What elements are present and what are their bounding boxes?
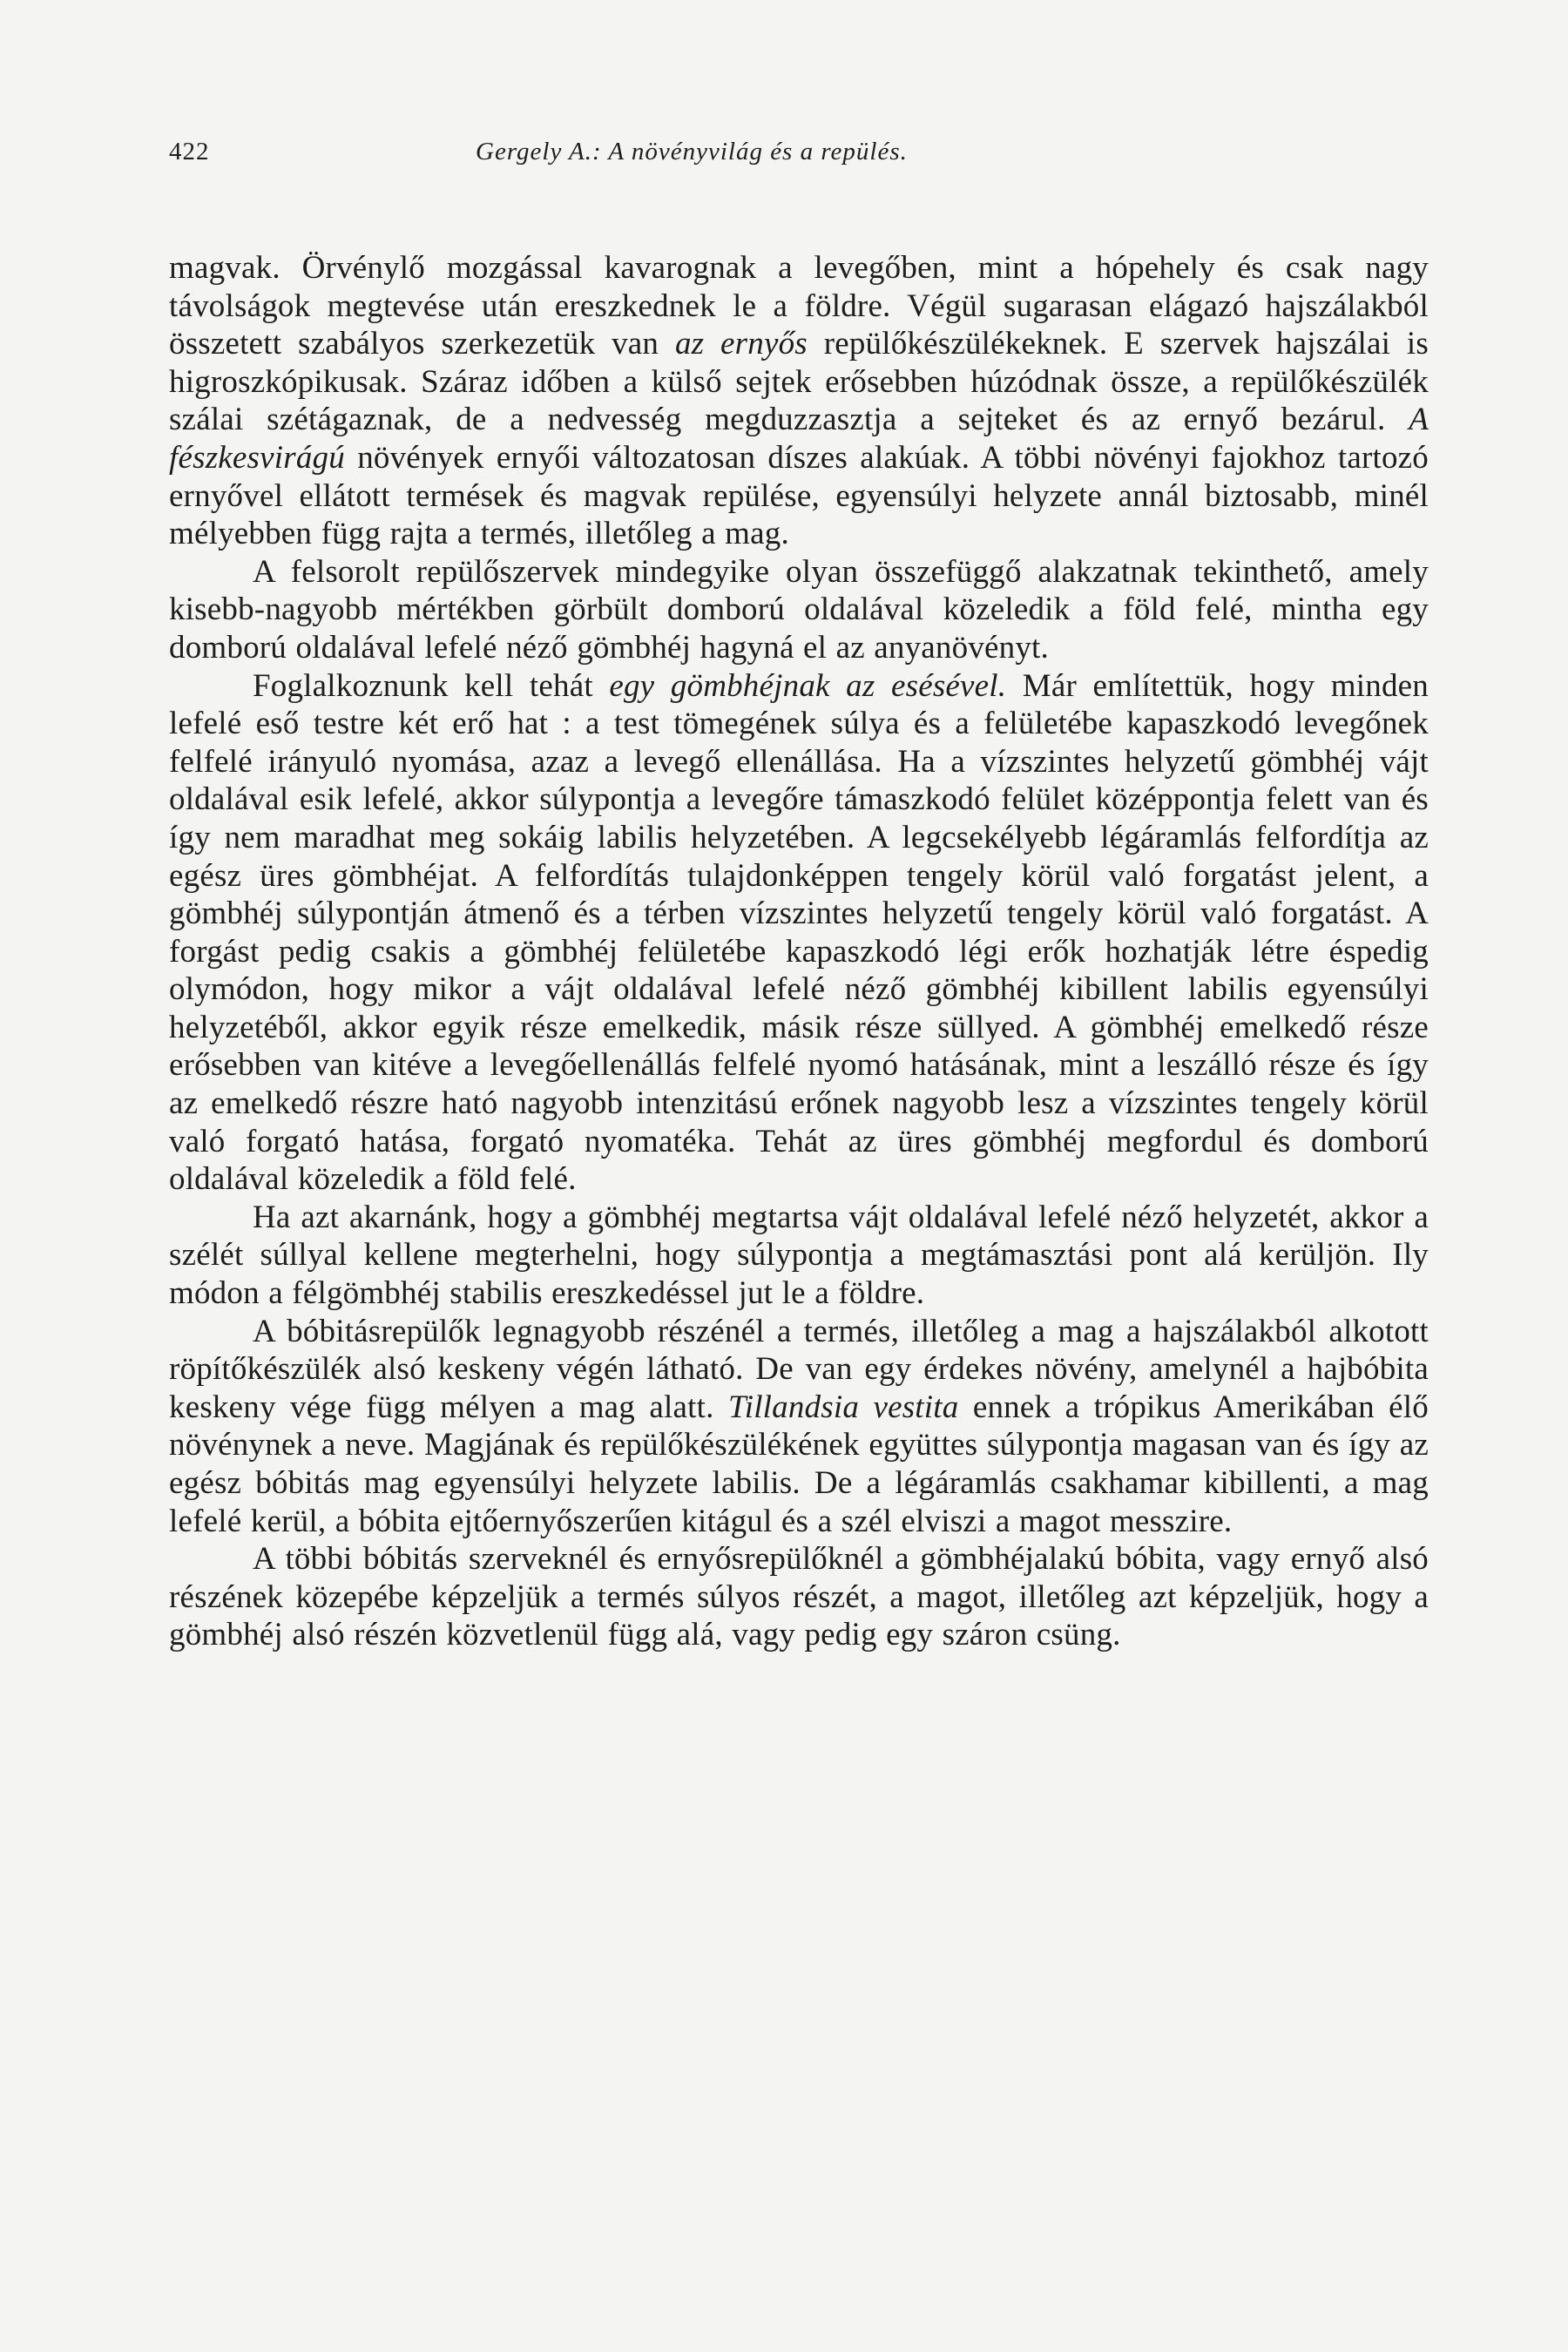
text-run: A többi bóbitás szerveknél és ernyősrepülőknél a gömbhéjalakú bóbita, vagy ernyő alsó részének közepébe képzeljük a termés súlyos részét, a magot, illetőleg azt képzeljük, hogy a gömbhéj alsó részén közvetlenül függ alá, vagy pedig egy száron csüng. [169, 1541, 1429, 1653]
text-run: repülőkészülékeknek. E szervek hajszálai is higroszkópikusak. Száraz időben a külső sejtek erősebben húzódnak össze, a repülőkészülék szálai szétágaznak, de a nedvesség megduzzasztja a sejteket és az ernyő bezárul. [169, 326, 1429, 438]
italic-phrase: az ernyős [674, 326, 808, 362]
paragraph [169, 1199, 1429, 1313]
italic-phrase: egy gömbhéjnak az esésével. [609, 667, 1007, 704]
paragraph [169, 249, 1429, 553]
text-run: ennek a trópikus Amerikában élő növénynek a neve. Magjának és repülőkészülékének együttes súlypontja magasan van és így az egész bóbitás mag egyensúlyi helyzete labilis. De a légáramlás csakhamar kibillenti, a mag lefelé kerül, a bóbita ejtőernyőszerűen kitágul és a szél elviszi a magot messzire. [169, 1389, 1429, 1539]
running-head [169, 138, 1432, 176]
text-run: Már említettük, hogy minden lefelé eső testre két erő hat : a test tömegének súlya és a felületébe kapaszkodó levegőnek felfelé irányuló nyomása, azaz a levegő ellenállása. Ha a vízszintes helyzetű gömbhéj vájt oldalával esik lefelé, akkor súlypontja a levegőre támaszkodó felület középpontja felett van és így nem maradhat meg sokáig labilis helyzetében. A legcsekélyebb légáramlás felfordítja az egész üres gömbhéjat. A felfordítás tulajdonképpen tengely körül való forgatást jelent, a gömbhéj súlypontján átmenő és a térben vízszintes helyzetű tengely körül való forgatást. A forgást pedig csakis a gömbhéj felületébe kapaszkodó légi erők hozhatják létre éspedig olymódon, hogy mikor a vájt oldalával lefelé néző gömbhéj kibillent labilis egyensúlyi helyzetéből, akkor egyik része emelkedik, másik része süllyed. A gömbhéj emelkedő része erősebben van kitéve a levegőellenállás felfelé nyomó hatásának, mint a leszálló része és így az emelkedő részre ható nagyobb intenzitású erőnek nagyobb lesz a vízszintes tengely körül való forgató hatása, forgató nyomatéka. Tehát az üres gömbhéj megfordul és domború oldalával közeledik a föld felé. [169, 667, 1429, 1198]
text-run: A bóbitásrepülők legnagyobb részénél a termés, illetőleg a mag a hajszálakból alkotott röpítőkészülék alsó keskeny végén látható. De van egy érdekes növény, amelynél a hajbóbita keskeny vége függ mélyen a mag alatt. [169, 1313, 1429, 1425]
text-run: A felsorolt repülőszervek mindegyike olyan összefüggő alakzatnak tekinthető, amely kisebb-nagyobb mértékben görbült domború oldalával közeledik a föld felé, mintha egy domború oldalával lefelé néző gömbhéj hagyná el az anyanövényt. [169, 553, 1429, 666]
text-run: Foglalkoznunk kell tehát [253, 667, 610, 704]
text-run: növények ernyői változatosan díszes alakúak. A többi növényi fajokhoz tartozó ernyővel ellátott termések és magvak repülése, egyensúlyi helyzete annál biztosabb, minél mélyebben függ rajta a termés, illetőleg a mag. [169, 439, 1429, 552]
paragraph [169, 1540, 1429, 1654]
running-title: Gergely A.: A növényvilág és a repülés. [476, 138, 908, 166]
paragraph [169, 553, 1429, 667]
body-text [169, 249, 1429, 1654]
text-run: Ha azt akarnánk, hogy a gömbhéj megtartsa vájt oldalával lefelé néző helyzetét, akkor a szélét súllyal kellene megterhelni, hogy súlypontja a megtámasztási pont alá kerüljön. Ily módon a félgömbhéj stabilis ereszkedéssel jut le a földre. [169, 1199, 1429, 1312]
italic-phrase: Tillandsia vestita [727, 1389, 959, 1425]
text-run: magvak. Örvénylő mozgással kavarognak a levegőben, mint a hópehely és csak nagy távolságok megtevése után ereszkednek le a földre. Végül sugarasan elágazó hajszálakból összetett szabályos szerkezetük van [169, 250, 1429, 362]
italic-phrase: A fészkesvirágú [169, 402, 1429, 476]
paragraph [169, 1313, 1429, 1541]
paragraph [169, 667, 1429, 1199]
page-number: 422 [169, 138, 210, 166]
